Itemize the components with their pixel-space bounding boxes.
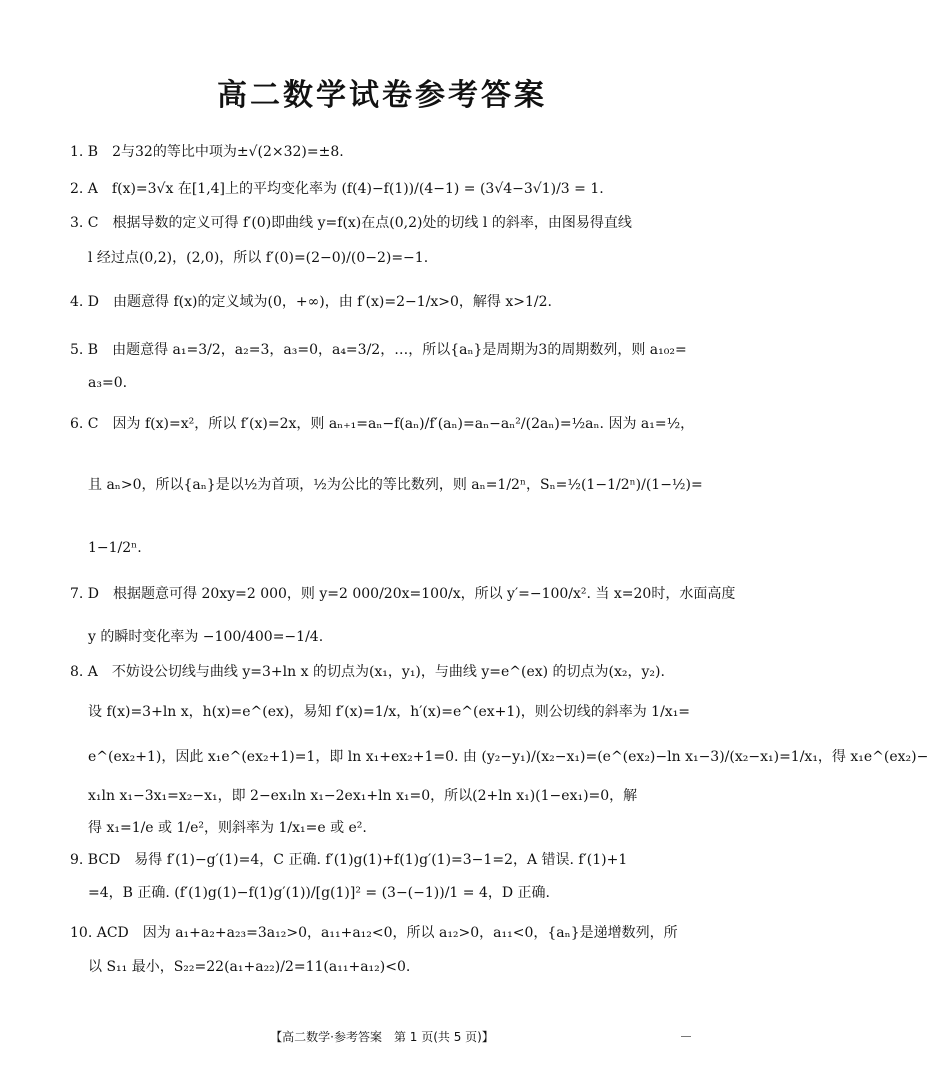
answer-text: f(x)=3√x 在[1,4]上的平均变化率为 (f(4)−f(1))/(4−1) = (3√4−3√1)/3 = 1. <box>111 181 604 197</box>
answer-line <box>88 249 718 267</box>
answer-line <box>70 293 700 311</box>
answer-line <box>70 143 700 161</box>
answer-line <box>88 476 718 494</box>
answer-text: 1−1/2ⁿ. <box>88 540 142 556</box>
answer-number: 4. D <box>70 294 100 310</box>
answer-text: x₁ln x₁−3x₁=x₂−x₁，即 2−ex₁ln x₁−2ex₁+ln x₁=0，所以(2+ln x₁)(1−ex₁)=0，解 <box>88 788 638 804</box>
answer-line <box>70 585 736 603</box>
answer-line <box>88 819 718 837</box>
answer-text: l 经过点(0,2)，(2,0)，所以 f′(0)=(2−0)/(0−2)=−1. <box>88 250 429 266</box>
answer-line <box>70 924 700 942</box>
answer-number: 9. BCD <box>70 852 121 868</box>
answer-number: 10. ACD <box>70 925 129 941</box>
answer-text: 根据题意可得 20xy=2 000，则 y=2 000/20x=100/x，所以 y′=−100/x². 当 x=20时，水面高度 <box>113 586 736 602</box>
answer-text: 且 aₙ>0，所以{aₙ}是以½为首项，½为公比的等比数列，则 aₙ=1/2ⁿ，Sₙ=½(1−1/2ⁿ)/(1−½)= <box>88 477 703 493</box>
answer-number: 1. B <box>70 144 99 160</box>
answer-line <box>88 374 718 392</box>
answer-text: 得 x₁=1/e 或 1/e²，则斜率为 1/x₁=e 或 e². <box>88 820 367 836</box>
answer-line <box>88 539 718 557</box>
answer-text: 易得 f′(1)−g′(1)=4，C 正确. f′(1)g(1)+f(1)g′(1)=3−1=2，A 错误. f′(1)+1 <box>134 852 628 868</box>
answer-number: 2. A <box>70 181 98 197</box>
answer-text: y 的瞬时变化率为 −100/400=−1/4. <box>88 629 324 645</box>
answer-text: a₃=0. <box>88 375 128 391</box>
answer-text: 设 f(x)=3+ln x，h(x)=e^(ex)，易知 f′(x)=1/x，h′(x)=e^(ex+1)，则公切线的斜率为 1/x₁= <box>88 704 691 720</box>
answer-text: 2与32的等比中项为±√(2×32)=±8. <box>112 144 344 160</box>
answer-line <box>70 214 700 232</box>
answer-text: e^(ex₂+1)，因此 x₁e^(ex₂+1)=1，即 ln x₁+ex₂+1=0. 由 (y₂−y₁)/(x₂−x₁)=(e^(ex₂)−ln x₁−3)/(x₂−x₁)=1/x₁，得 x₁e^(ex₂)− <box>88 749 928 765</box>
answer-line <box>88 958 718 976</box>
corner-mark <box>681 1036 691 1037</box>
answer-text: 由题意得 a₁=3/2，a₂=3，a₃=0，a₄=3/2，…，所以{aₙ}是周期为3的周期数列，则 a₁₀₂= <box>112 342 687 358</box>
answer-text: 因为 a₁+a₂+a₂₃=3a₁₂>0，a₁₁+a₁₂<0，所以 a₁₂>0，a₁₁<0，{aₙ}是递增数列，所 <box>142 925 678 941</box>
answer-line <box>70 415 700 433</box>
answer-number: 8. A <box>70 664 98 680</box>
answer-line <box>88 628 718 646</box>
answer-number: 7. D <box>70 586 100 602</box>
answer-number: 6. C <box>70 416 99 432</box>
answer-line <box>70 180 700 198</box>
answer-text: =4，B 正确. (f′(1)g(1)−f(1)g′(1))/[g(1)]² = (3−(−1))/1 = 4，D 正确. <box>88 885 550 901</box>
answer-line <box>88 748 928 766</box>
answer-text: 因为 f(x)=x²，所以 f′(x)=2x，则 aₙ₊₁=aₙ−f(aₙ)/f′(aₙ)=aₙ−aₙ²/(2aₙ)=½aₙ. 因为 a₁=½， <box>112 416 695 432</box>
answer-number: 3. C <box>70 215 99 231</box>
answer-text: 不妨设公切线与曲线 y=3+ln x 的切点为(x₁，y₁)，与曲线 y=e^(ex) 的切点为(x₂，y₂). <box>111 664 665 680</box>
answer-line <box>70 663 700 681</box>
answer-line <box>70 341 700 359</box>
answer-line <box>88 787 718 805</box>
page-title: 高二数学试卷参考答案 <box>217 78 547 113</box>
answer-text: 由题意得 f(x)的定义域为(0，+∞)，由 f′(x)=2−1/x>0，解得 x>1/2. <box>113 294 552 310</box>
answer-number: 5. B <box>70 342 99 358</box>
answer-line <box>88 884 718 902</box>
page-footer: 【高二数学·参考答案 第 1 页(共 5 页)】 <box>270 1030 494 1044</box>
answer-text: 以 S₁₁ 最小，S₂₂=22(a₁+a₂₂)/2=11(a₁₁+a₁₂)<0. <box>88 959 411 975</box>
answer-line <box>88 703 718 721</box>
answer-text: 根据导数的定义可得 f′(0)即曲线 y=f(x)在点(0,2)处的切线 l 的斜率，由图易得直线 <box>112 215 632 231</box>
answer-line <box>70 851 700 869</box>
